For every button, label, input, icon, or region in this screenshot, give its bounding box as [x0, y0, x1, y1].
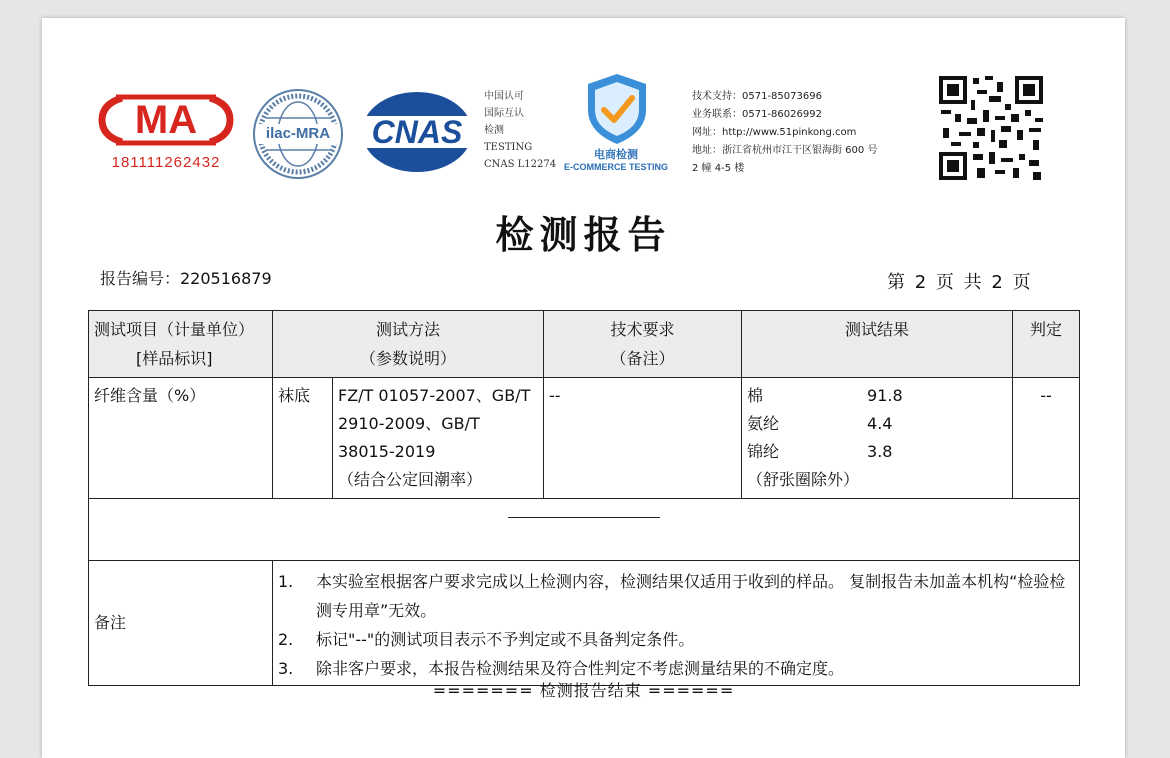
cnas-cert-line: 检测 [484, 125, 504, 136]
ilac-mra-logo [252, 88, 344, 180]
page-title: 检测报告 [495, 212, 672, 257]
header-test-method [273, 311, 544, 378]
ilac-logo-text: ilac-MRA [265, 125, 331, 142]
header-requirement [544, 311, 742, 378]
result-entry [747, 410, 1007, 438]
ecommerce-logo-cn: 电商检测 [594, 148, 638, 161]
method-line: 38015-2019 [338, 442, 436, 461]
contact-info [692, 88, 917, 178]
cell-requirement: -- [544, 378, 742, 499]
address-line: 地址：浙江省杭州市江干区银海街 600 号 [692, 145, 878, 156]
website-line: 网址：http://www.51pinkong.com [692, 127, 857, 138]
cell-judgement: -- [1013, 378, 1080, 499]
cnas-logo [360, 90, 474, 174]
method-line: 2910-2009、GB/T [338, 414, 480, 433]
page-indicator [887, 268, 1031, 294]
tech-support-line: 技术支持：0571-85073696 [692, 91, 822, 102]
page-label: 共 [963, 272, 982, 293]
header-requirement-line: 技术要求 [610, 320, 675, 339]
fiber-value: 3.8 [867, 442, 893, 461]
note-number: 3. [278, 659, 294, 678]
header-test-item [89, 311, 273, 378]
fiber-name: 锦纶 [747, 442, 780, 461]
page-label: 第 [887, 272, 905, 293]
cnas-cert-line: 中国认可 [484, 91, 524, 102]
table-header-row [89, 311, 1080, 378]
cnas-cert-line: 国际互认 [484, 108, 524, 119]
fiber-name: 棉 [747, 386, 764, 405]
header-judgement: 判定 [1013, 311, 1080, 378]
header-test-method-line: 测试方法 [376, 320, 441, 339]
divider-cell [89, 499, 1080, 561]
ecommerce-logo-en: E-COMMERCE TESTING [563, 162, 668, 172]
cma-number: 181111262432 [111, 154, 221, 171]
cnas-cert-line: TESTING [484, 142, 533, 153]
qr-code-icon [937, 74, 1045, 182]
method-line: （结合公定回潮率） [338, 470, 483, 489]
business-contact-line: 业务联系：0571-86026992 [692, 109, 822, 120]
header-test-item-line: [样品标识] [136, 349, 213, 368]
note-item [278, 625, 1074, 654]
result-entry [747, 438, 1007, 466]
address-line-2: 2 幢 4-5 楼 [692, 163, 745, 174]
ecommerce-testing-logo [558, 72, 674, 176]
current-page: 2 [914, 272, 927, 293]
total-pages: 2 [991, 272, 1003, 293]
fiber-name: 氨纶 [747, 414, 780, 433]
cma-logo [96, 88, 236, 174]
cma-logo-text: MA [134, 98, 198, 142]
report-end-marker: ======= 检测报告结束 ====== [432, 681, 735, 700]
method-line: FZ/T 01057-2007、GB/T [338, 386, 531, 405]
header-requirement-line: （备注） [610, 349, 675, 368]
results-table [88, 310, 1080, 686]
note-number: 1. [278, 572, 294, 591]
header-result: 测试结果 [742, 311, 1013, 378]
fiber-value: 91.8 [867, 386, 903, 405]
cell-sample-part: 袜底 [273, 378, 333, 499]
page-label: 页 [1012, 272, 1031, 293]
divider-row [89, 499, 1080, 561]
note-number: 2. [278, 630, 294, 649]
note-text: 本实验室根据客户要求完成以上检测内容，检测结果仅适用于收到的样品。 复制报告未加盖本机构“检验检测专用章”无效。 [316, 572, 1066, 620]
notes-label: 备注 [89, 561, 273, 686]
result-note: （舒张圈除外） [747, 470, 860, 489]
note-item [278, 567, 1074, 625]
note-text: 除非客户要求，本报告检测结果及符合性判定不考虑测量结果的不确定度。 [316, 659, 845, 678]
fiber-value: 4.4 [867, 414, 893, 433]
table-row [89, 378, 1080, 499]
header-test-method-line: （参数说明） [360, 349, 457, 368]
result-entry [747, 382, 1007, 410]
cell-result [742, 378, 1013, 499]
header-test-item-line: 测试项目（计量单位） [94, 320, 255, 339]
cell-test-item: 纤维含量（%） [89, 378, 273, 499]
page-label: 页 [935, 272, 954, 293]
end-divider-line [508, 517, 660, 518]
cnas-logo-text: CNAS [371, 114, 463, 150]
cell-method [333, 378, 544, 499]
shield-check-icon [584, 72, 650, 146]
notes-cell [273, 561, 1080, 686]
cnas-cert-line: CNAS L12274 [484, 159, 557, 170]
note-text: 标记"--"的测试项目表示不予判定或不具备判定条件。 [316, 630, 695, 649]
report-page [42, 18, 1125, 758]
notes-row [89, 561, 1080, 686]
report-number: 报告编号：220516879 [100, 269, 272, 288]
